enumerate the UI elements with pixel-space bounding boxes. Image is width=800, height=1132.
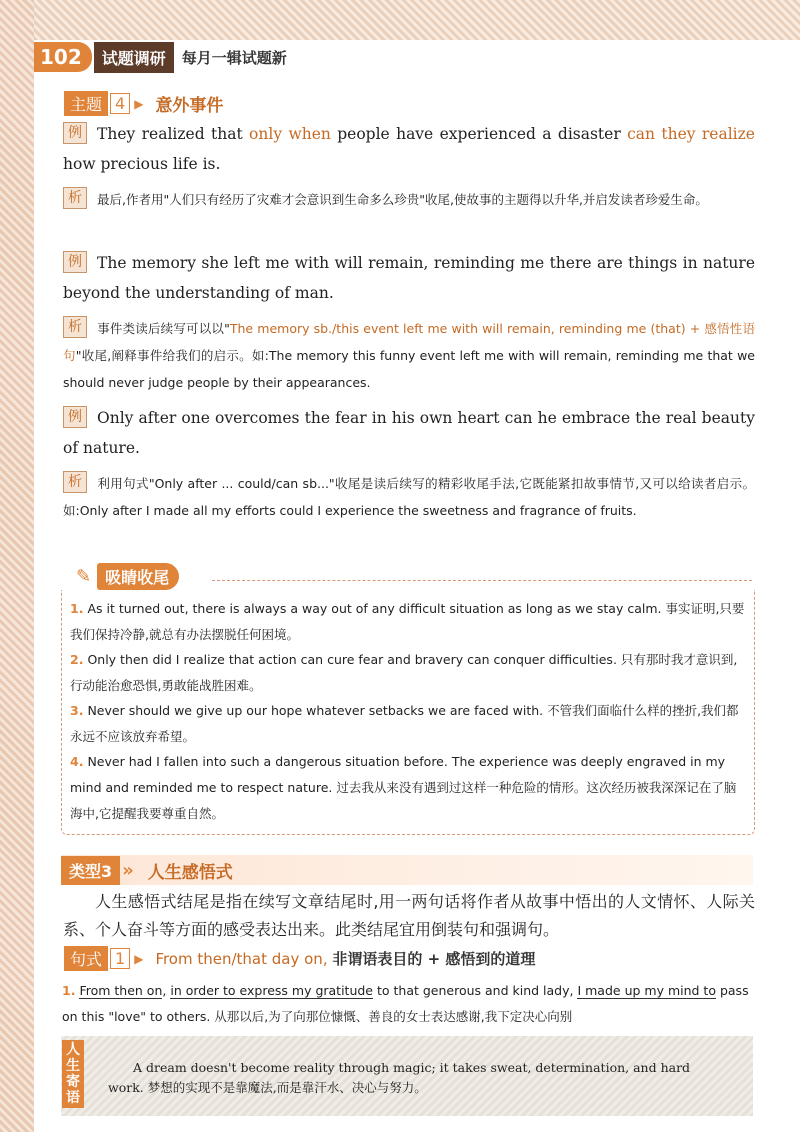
collection-item-4 <box>70 749 746 827</box>
analysis-tag: 析 <box>63 471 87 493</box>
analysis-text: 最后,作者用"人们只有经历了灾难才会意识到生命多么珍贵"收尾,使故事的主题得以升华,并启发读者珍爱生命。 <box>97 192 708 207</box>
highlight-text: can they realize <box>627 125 755 143</box>
underlined-phrase: From then on <box>79 983 163 998</box>
example-text: The memory she left me with will remain, reminding me there are things in nature beyond the understanding of man. <box>63 254 755 302</box>
collection-item-1 <box>70 596 746 648</box>
analysis-3 <box>63 470 755 524</box>
analysis-text: 事件类读后续写可以以" <box>97 321 230 336</box>
analysis-text: "收尾,阐释事件给我们的启示。如:The memory this funny event left me with will remain, reminding me that we should never judge people by their appearances. <box>63 348 755 390</box>
chevron-right-icon: » <box>122 859 134 881</box>
motto-tag-char: 人 <box>66 1042 80 1058</box>
pattern-title <box>155 948 535 969</box>
page-number: 102 <box>34 42 92 72</box>
example-text: how precious life is. <box>63 155 221 173</box>
topic-title: 意外事件 <box>155 96 224 116</box>
example-tag: 例 <box>63 406 87 428</box>
item-number: 1. <box>62 983 76 998</box>
top-stripe <box>0 0 800 40</box>
topic-heading <box>64 91 223 116</box>
topic-number: 4 <box>110 93 130 114</box>
left-stripe <box>0 0 34 1132</box>
topic-label: 主题 <box>64 91 108 116</box>
pattern-number: 1 <box>110 948 130 969</box>
item-text: Never had I fallen into such a dangerous situation before. The experience was deeply engraved in my mind and reminded me to respect nature. 过去我从来没有遇到过这样一种危险的情形。这次经历被我深深记在了脑海中,它提醒我要尊重自然。 <box>70 754 737 821</box>
pattern-title-en: From then/that day on, <box>155 950 328 968</box>
highlight-text: only when <box>249 125 331 143</box>
underlined-phrase: I made up my mind to <box>577 983 716 998</box>
pencil-note-icon: ✎ <box>76 566 92 587</box>
collection-title: 吸睛收尾 <box>97 563 179 590</box>
item-number: 4. <box>70 754 84 769</box>
item-text: As it turned out, there is always a way out of any difficult situation as long as we stay calm. 事实证明,只要我们保持冷静,就总有办法摆脱任何困境。 <box>70 601 745 642</box>
example-text: to that generous and kind lady, <box>373 983 578 998</box>
example-text: pass on this "love" to others. 从那以后,为了向那位慷慨、善良的女士表达感谢,我下定决心向别 <box>62 983 749 1024</box>
type-label: 类型3 <box>61 856 120 885</box>
example-tag: 例 <box>63 122 87 144</box>
page-header <box>34 40 287 74</box>
dashed-divider <box>212 580 752 581</box>
analysis-2 <box>63 315 755 396</box>
type-intro: 人生感悟式结尾是指在续写文章结尾时,用一两句话将作者从故事中悟出的人文情怀、人际关系、个人奋斗等方面的感受表达出来。此类结尾宜用倒装句和强调句。 <box>63 892 755 939</box>
example-2 <box>63 248 755 308</box>
example-1 <box>63 119 755 179</box>
example-text: Only after one overcomes the fear in his own heart can he embrace the real beauty of nature. <box>63 409 755 457</box>
header-subtitle: 每月一辑试题新 <box>181 48 287 67</box>
analysis-text: 利用句式"Only after ... could/can sb..."收尾是读后续写的精彩收尾手法,它既能紧扣故事情节,又可以给读者启示。如:Only after I made all my efforts could I experience the sweetness and fragrance of fruits. <box>63 476 755 518</box>
collection-item-2 <box>70 647 746 699</box>
motto-text: A dream doesn't become reality through magic; it takes sweat, determination, and hard work. 梦想的实现不是靠魔法,而是靠汗水、决心与努力。 <box>108 1060 691 1095</box>
example-tag: 例 <box>63 251 87 273</box>
example-text: They realized that <box>97 125 250 143</box>
pattern-example <box>62 978 754 1030</box>
highlight-text: The memory sb./this event left me with will remain, reminding me (that) + 感悟性语句 <box>63 321 756 363</box>
motto-tag-char: 生 <box>66 1058 80 1074</box>
item-number: 2. <box>70 652 84 667</box>
pattern-label: 句式 <box>64 946 108 971</box>
example-3 <box>63 403 755 463</box>
collection-item-3 <box>70 698 746 750</box>
analysis-tag: 析 <box>63 187 87 209</box>
analysis-tag: 析 <box>63 316 87 338</box>
play-arrow-icon: ▶ <box>134 96 144 111</box>
motto-tag-char: 寄 <box>66 1074 80 1090</box>
pattern-heading <box>64 946 535 971</box>
item-number: 3. <box>70 703 84 718</box>
play-arrow-icon: ▶ <box>134 951 144 966</box>
type-title: 人生感悟式 <box>147 862 233 883</box>
item-text: Never should we give up our hope whatever setbacks we are faced with. 不管我们面临什么样的挫折,我们都永远不应该放弃希望。 <box>70 703 739 744</box>
collection-heading <box>76 563 179 590</box>
motto-tag-char: 语 <box>66 1090 80 1106</box>
type-heading <box>61 855 753 885</box>
pattern-title-cn: 非谓语表目的 + 感悟到的道理 <box>332 950 536 968</box>
example-text: people have experienced a disaster <box>330 125 628 143</box>
item-number: 1. <box>70 601 84 616</box>
analysis-1 <box>63 186 755 213</box>
underlined-phrase: in order to express my gratitude <box>170 983 373 998</box>
item-text: Only then did I realize that action can cure fear and bravery can conquer difficulties. 只有那时我才意识到,行动能治愈恐惧,勇敢能战胜困难。 <box>70 652 738 693</box>
example-text: , <box>162 983 171 998</box>
motto-tag <box>62 1040 84 1108</box>
section-tag: 试题调研 <box>94 42 174 73</box>
